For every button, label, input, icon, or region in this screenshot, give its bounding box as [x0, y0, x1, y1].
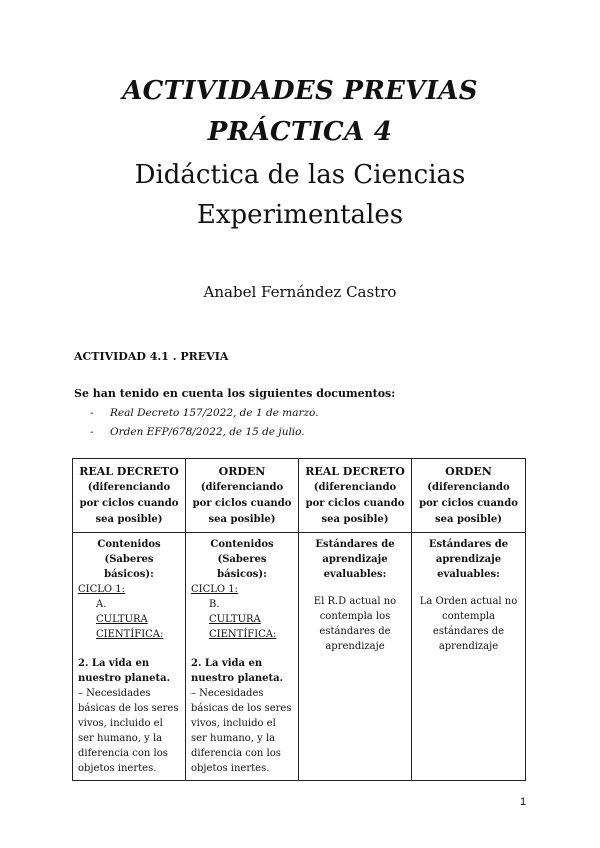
list-item [90, 424, 318, 443]
block-title: 2. La vida en nuestro planeta. [78, 658, 171, 684]
subtitle-line-1: Didáctica de las Ciencias [134, 160, 466, 190]
documents-list [90, 405, 318, 443]
header-title: REAL DECRETO [79, 465, 179, 478]
list-bullet: - [90, 426, 94, 438]
list-bullet: - [90, 407, 94, 419]
block-text: – Necesidades básicas de los seres vivos, incluido el ser humano, y la diferencia con los objetos inertes. [191, 688, 292, 774]
table-cell [73, 533, 186, 781]
block-text: – Necesidades básicas de los seres vivos, incluido el ser humano, y la diferencia con los objetos inertes. [78, 688, 179, 774]
ciclo-label: CICLO 1: [191, 584, 239, 595]
cell-title: Contenidos (Saberes básicos): [97, 539, 161, 580]
activity-heading: ACTIVIDAD 4.1 . PREVIA [74, 350, 229, 363]
item-text: CULTURA CIENTÍFICA: [96, 614, 164, 640]
ciclo-label: CICLO 1: [78, 584, 126, 595]
header-cell [73, 459, 186, 533]
title-line-2: PRÁCTICA 4 [207, 117, 393, 147]
item-letter: A. [96, 599, 107, 610]
header-cell [412, 459, 526, 533]
cell-note: El R.D actual no contempla los estándares de aprendizaje [313, 596, 397, 652]
list-item [78, 597, 180, 642]
document-item-2: Orden EFP/678/2022, de 15 de julio. [110, 426, 305, 438]
table-header-row [73, 459, 526, 533]
table-row [73, 533, 526, 781]
header-title: ORDEN [445, 465, 492, 478]
page-number: 1 [520, 796, 527, 808]
author-name: Anabel Fernández Castro [203, 283, 397, 301]
table-cell [186, 533, 299, 781]
cell-note: La Orden actual no contempla estándares de aprendizaje [419, 596, 518, 652]
block-title: 2. La vida en nuestro planeta. [191, 658, 284, 684]
document-item-1: Real Decreto 157/2022, de 1 de marzo. [110, 407, 319, 419]
table-cell [412, 533, 526, 781]
header-cell [299, 459, 412, 533]
list-item [191, 597, 293, 642]
comparison-table [72, 458, 526, 781]
table-cell [299, 533, 412, 781]
header-subtitle: (diferenciando por ciclos cuando sea posible) [305, 482, 405, 525]
header-cell [186, 459, 299, 533]
header-subtitle: (diferenciando por ciclos cuando sea posible) [419, 482, 518, 525]
header-title: ORDEN [218, 465, 266, 478]
documents-heading: Se han tenido en cuenta los siguientes documentos: [74, 387, 396, 400]
cell-title: Contenidos (Saberes básicos): [210, 539, 274, 580]
header-subtitle: (diferenciando por ciclos cuando sea posible) [79, 482, 179, 525]
item-text: CULTURA CIENTÍFICA: [209, 614, 277, 640]
item-letter: B. [209, 599, 220, 610]
cell-title: Estándares de aprendizaje evaluables: [315, 539, 395, 580]
cell-title: Estándares de aprendizaje evaluables: [428, 539, 509, 580]
header-title: REAL DECRETO [305, 465, 405, 478]
subtitle-line-2: Experimentales [196, 200, 404, 230]
header-subtitle: (diferenciando por ciclos cuando sea posible) [192, 482, 292, 525]
title-line-1: ACTIVIDADES PREVIAS [122, 76, 478, 106]
list-item [90, 405, 318, 424]
